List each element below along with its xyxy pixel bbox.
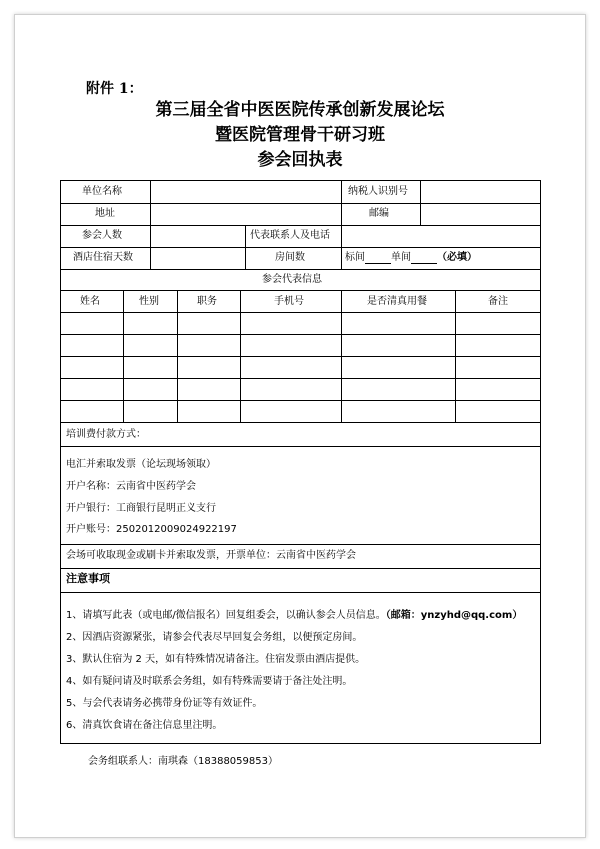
note-item-1	[66, 610, 522, 622]
col-header-remarks: 备注	[488, 296, 508, 307]
row-divider	[60, 592, 541, 593]
note-item-1-text: 1、请填写此表（或电邮/微信报名）回复组委会，以确认参会人员信息。	[66, 610, 386, 621]
col-header-gender: 性别	[139, 296, 159, 307]
col-divider	[455, 290, 456, 422]
row-divider	[60, 544, 541, 545]
note-item-2: 2、因酒店资源紧张，请参会代表尽早回复会务组，以便预定房间。	[66, 632, 363, 643]
title-line-1: 第三届全省中医医院传承创新发展论坛	[155, 100, 445, 120]
title-line-3: 参会回执表	[257, 150, 343, 170]
col-divider	[150, 225, 151, 269]
organizer-contact: 会务组联系人：南琪森（18388059853）	[88, 756, 278, 767]
payment-bank: 开户银行：工商银行昆明正义支行	[66, 503, 216, 514]
col-divider	[245, 225, 246, 269]
contact-email: （邮箱：ynzyhd@qq.com）	[385, 610, 523, 621]
row-divider	[60, 356, 541, 357]
label-taxpayer-id: 纳税人识别号	[348, 186, 408, 197]
room-type-line	[345, 252, 477, 264]
payment-account-number: 开户账号：2502012009024922197	[66, 524, 237, 535]
row-divider	[60, 568, 541, 569]
label-standard-room: 标间	[345, 252, 365, 263]
label-single-room: 单间	[391, 252, 411, 263]
label-address: 地址	[95, 208, 115, 219]
payment-account-name: 开户名称：云南省中医药学会	[66, 481, 196, 492]
required-mark: （必填）	[437, 252, 477, 263]
label-hotel-days: 酒店住宿天数	[73, 252, 133, 263]
col-header-position: 职务	[197, 296, 217, 307]
label-room-count: 房间数	[275, 252, 305, 263]
note-item-3: 3、默认住宿为 2 天，如有特殊情况请备注。住宿发票由酒店提供。	[66, 654, 366, 665]
row-divider	[60, 312, 541, 313]
attachment-label: 附件 1：	[86, 81, 143, 97]
row-divider	[60, 203, 541, 204]
row-divider	[60, 290, 541, 291]
row-divider	[60, 247, 541, 248]
col-header-name: 姓名	[80, 296, 100, 307]
label-unit-name: 单位名称	[82, 186, 122, 197]
row-divider	[60, 334, 541, 335]
label-contact-person-phone: 代表联系人及电话	[250, 230, 330, 241]
col-divider	[341, 290, 342, 422]
note-item-6: 6、清真饮食请在备注信息里注明。	[66, 720, 223, 731]
col-divider	[420, 180, 421, 225]
note-item-5: 5、与会代表请务必携带身份证等有效证件。	[66, 698, 263, 709]
col-divider	[123, 290, 124, 422]
label-attendee-info: 参会代表信息	[262, 274, 322, 285]
single-room-blank[interactable]	[411, 252, 437, 264]
note-item-4: 4、如有疑问请及时联系会务组，如有特殊需要请于备注处注明。	[66, 676, 353, 687]
col-divider	[341, 180, 342, 225]
row-divider	[60, 400, 541, 401]
row-divider	[60, 422, 541, 423]
col-header-halal: 是否清真用餐	[367, 296, 427, 307]
row-divider	[60, 269, 541, 270]
col-divider	[177, 290, 178, 422]
standard-room-blank[interactable]	[365, 252, 391, 264]
payment-line-1: 电汇并索取发票（论坛现场领取）	[66, 459, 216, 470]
notes-title: 注意事项	[66, 572, 110, 585]
row-divider	[60, 378, 541, 379]
title-line-2: 暨医院管理骨干研习班	[215, 125, 385, 145]
col-divider	[150, 180, 151, 225]
col-divider	[240, 290, 241, 422]
label-postcode: 邮编	[369, 208, 389, 219]
label-attendee-count: 参会人数	[82, 230, 122, 241]
row-divider	[60, 446, 541, 447]
col-divider	[341, 225, 342, 269]
label-payment-method: 培训费付款方式：	[66, 429, 146, 440]
col-header-phone: 手机号	[274, 296, 304, 307]
payment-onsite: 会场可收取现金或刷卡并索取发票，开票单位：云南省中医药学会	[66, 550, 356, 561]
row-divider	[60, 225, 541, 226]
